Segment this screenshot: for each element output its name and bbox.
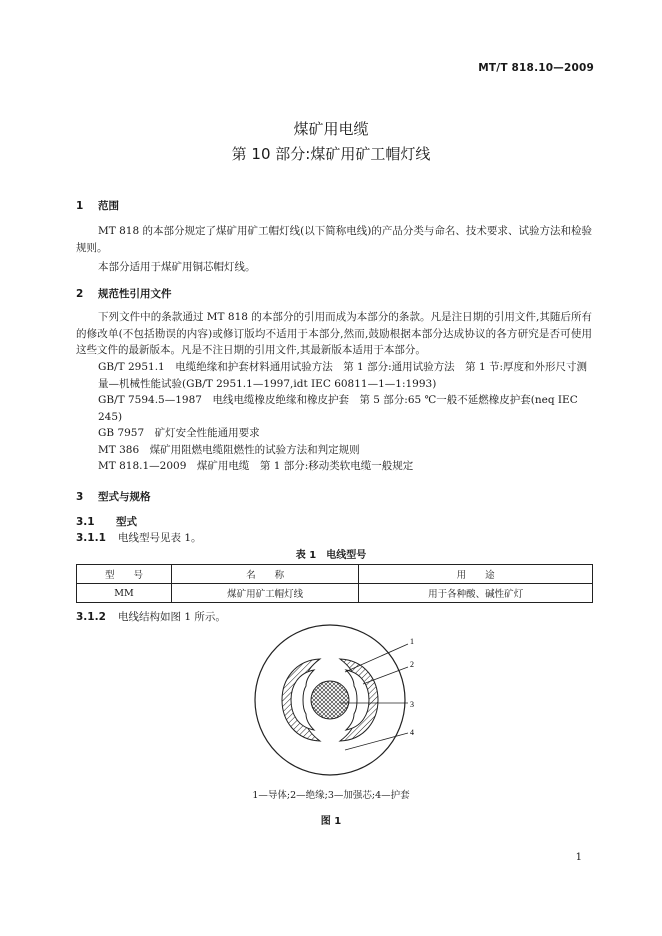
section-number: 1: [76, 200, 84, 212]
section-title: 范围: [98, 200, 119, 212]
document-subtitle: 第 10 部分:煤矿用矿工帽灯线: [231, 145, 431, 163]
section-2-heading: [76, 286, 172, 301]
section-3-heading: [76, 489, 151, 504]
section-1-paragraph-1: MT 818 的本部分规定了煤矿用矿工帽灯线(以下简称电线)的产品分类与命名、技术要求、试验方法和检验规则。: [76, 225, 592, 254]
callout-4: 4: [410, 728, 414, 737]
clause-3-1: [76, 514, 137, 529]
section-2-paragraph: 下列文件中的条款通过 MT 818 的本部分的引用而成为本部分的条款。凡是注日期的引用文件,其随后所有的修改单(不包括勘误的内容)或修订版均不适用于本部分,然而,鼓励根据本部分达成协议的各方研究是否可使用这些文件的最新版本。凡是不注日期的引用文件,其最新版本适用于本部分。: [76, 311, 592, 356]
table-header-cell: 型 号: [77, 565, 172, 584]
section-number: 2: [76, 288, 84, 300]
page-number: 1: [575, 852, 582, 863]
section-title: 型式与规格: [98, 491, 151, 503]
clause-number: 3.1.2: [76, 611, 106, 623]
figure-label: 图 1: [320, 816, 342, 827]
clause-number: 3.1.1: [76, 532, 106, 544]
table-caption: 表 1 电线型号: [295, 550, 367, 561]
reference-item: GB/T 2951.1 电缆绝缘和护套材料通用试验方法 第 1 部分:通用试验方法 第 1 节:厚度和外形尺寸测量—机械性能试验(GB/T 2951.1—1997,idt IEC 60811—1—1:1993): [98, 361, 588, 390]
section-title: 规范性引用文件: [98, 288, 172, 300]
table-header-row: [77, 565, 593, 584]
clause-3-1-1: [76, 530, 202, 545]
table-cell: MM: [77, 584, 172, 603]
reference-item: GB 7957 矿灯安全性能通用要求: [98, 427, 260, 439]
callout-3: 3: [410, 700, 414, 709]
reinforcing-core: [311, 681, 349, 719]
section-1-paragraph-2: 本部分适用于煤矿用铜芯帽灯线。: [98, 261, 256, 273]
normative-references: [76, 359, 592, 475]
section-1-heading: [76, 198, 119, 213]
figure-legend: 1—导体;2—绝缘;3—加强芯;4—护套: [252, 790, 410, 801]
table-cell: 煤矿用矿工帽灯线: [171, 584, 358, 603]
clause-title: 型式: [116, 516, 137, 528]
reference-item: GB/T 7594.5—1987 电线电缆橡皮绝缘和橡皮护套 第 5 部分:65 ℃一般不延燃橡皮护套(neq IEC 245): [98, 394, 578, 423]
standard-number: MT/T 818.10—2009: [478, 62, 594, 74]
table-cell: 用于各种酸、碱性矿灯: [359, 584, 593, 603]
table-header-cell: 用 途: [359, 565, 593, 584]
callout-1: 1: [410, 637, 414, 646]
clause-3-1-2: [76, 609, 226, 624]
callout-2: 2: [410, 660, 414, 669]
clause-text: 电线结构如图 1 所示。: [118, 611, 226, 623]
table-row: [77, 584, 593, 603]
cable-cross-section-figure: [250, 620, 440, 780]
reference-item: MT 386 煤矿用阻燃电缆阻燃性的试验方法和判定规则: [98, 443, 360, 456]
clause-number: 3.1: [76, 516, 95, 528]
reference-item: MT 818.1—2009 煤矿用电缆 第 1 部分:移动类软电缆一般规定: [98, 460, 414, 472]
table-header-cell: 名 称: [171, 565, 358, 584]
section-number: 3: [76, 491, 84, 503]
clause-text: 电线型号见表 1。: [118, 532, 202, 544]
document-title: 煤矿用电缆: [293, 120, 369, 138]
cable-model-table: [76, 564, 593, 603]
